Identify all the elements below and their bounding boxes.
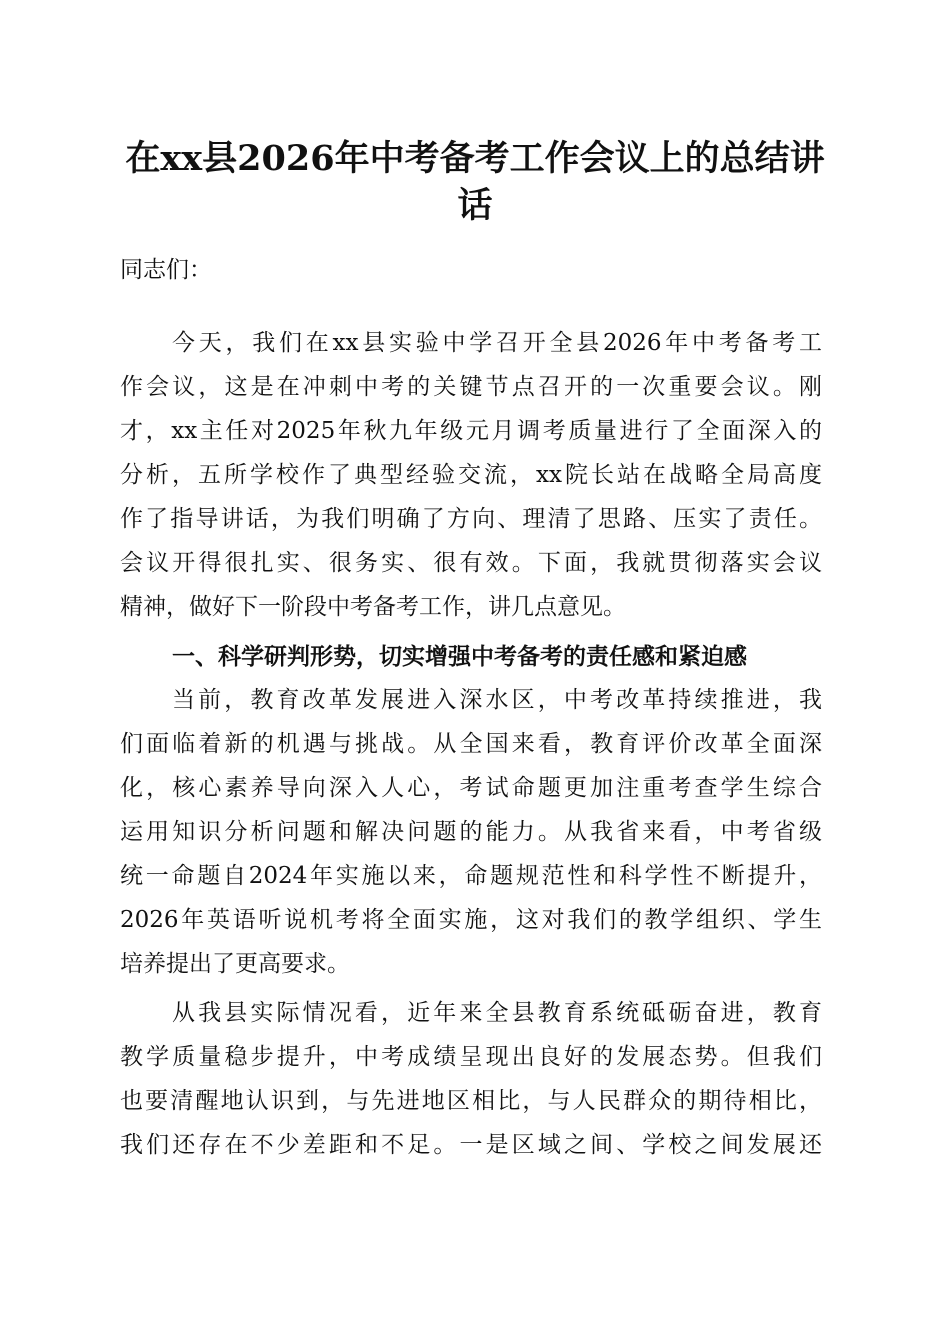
text-line: 今天，我们在xx县实验中学召开全县2026年中考备考工: [172, 330, 822, 356]
section-heading: [120, 635, 822, 679]
text-line: 会议开得很扎实、很务实、很有效。下面，我就贯彻落实会议: [120, 550, 822, 576]
document-title: [110, 135, 840, 229]
text-line: 教学质量稳步提升，中考成绩呈现出良好的发展态势。但我们: [120, 1044, 822, 1070]
text-line: 运用知识分析问题和解决问题的能力。从我省来看，中考省级: [120, 819, 822, 845]
text-line: 作会议，这是在冲刺中考的关键节点召开的一次重要会议。刚: [120, 374, 822, 400]
text-line: 2026年英语听说机考将全面实施，这对我们的教学组织、学生: [120, 907, 822, 933]
salutation: [120, 248, 822, 292]
salutation-text: 同志们：: [120, 257, 212, 283]
paragraph-intro: [120, 321, 822, 629]
title-line-1: 在xx县2026年中考备考工作会议上的总结讲: [125, 138, 825, 179]
text-line: 分析，五所学校作了典型经验交流，xx院长站在战略全局高度: [120, 462, 822, 488]
text-line: 统一命题自2024年实施以来，命题规范性和科学性不断提升，: [120, 863, 822, 889]
heading-text: 一、科学研判形势，切实增强中考备考的责任感和紧迫感: [172, 644, 747, 670]
text-line: 从我县实际情况看，近年来全县教育系统砥砺奋进，教育: [172, 1000, 822, 1026]
text-line: 才，xx主任对2025年秋九年级元月调考质量进行了全面深入的: [120, 418, 822, 444]
text-line: 们面临着新的机遇与挑战。从全国来看，教育评价改革全面深: [120, 731, 822, 757]
text-line: 当前，教育改革发展进入深水区，中考改革持续推进，我: [172, 687, 822, 713]
text-line: 培养提出了更高要求。: [120, 951, 350, 977]
text-line: 精神，做好下一阶段中考备考工作，讲几点意见。: [120, 594, 626, 620]
text-line: 也要清醒地认识到，与先进地区相比，与人民群众的期待相比，: [120, 1088, 822, 1114]
title-line-2: 话: [457, 185, 493, 226]
paragraph-county: [120, 991, 822, 1167]
paragraph-situation: [120, 678, 822, 986]
text-line: 作了指导讲话，为我们明确了方向、理清了思路、压实了责任。: [120, 506, 822, 532]
text-line: 化，核心素养导向深入人心，考试命题更加注重考查学生综合: [120, 775, 822, 801]
text-line: 我们还存在不少差距和不足。一是区域之间、学校之间发展还: [120, 1132, 822, 1158]
